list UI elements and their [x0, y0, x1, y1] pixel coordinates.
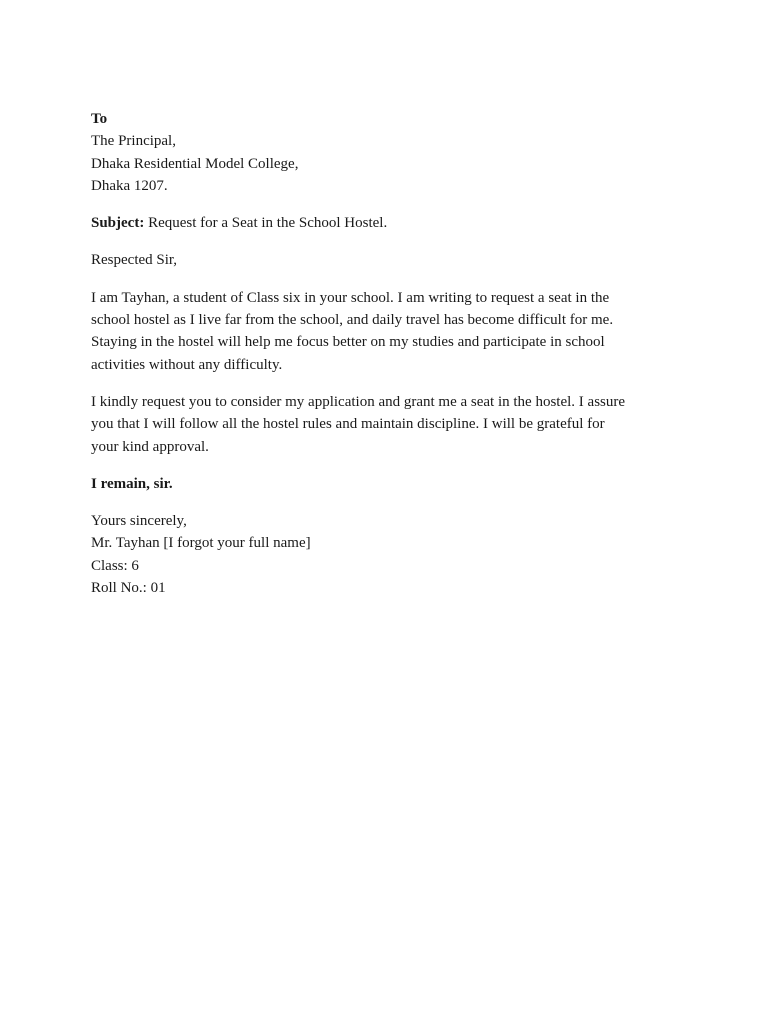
- subject-text: Request for a Seat in the School Hostel.: [144, 215, 388, 232]
- paragraph-1-line: I am Tayhan, a student of Class six in your school. I am writing to request a seat in the: [91, 289, 610, 306]
- body-paragraph-1: [91, 287, 681, 376]
- subject-line: [91, 212, 681, 234]
- sign-off: Yours sincerely,: [91, 513, 187, 530]
- paragraph-2-line: you that I will follow all the hostel rules and maintain discipline. I will be grateful for: [91, 416, 605, 433]
- recipient-address: [91, 108, 681, 197]
- body-paragraph-2: [91, 391, 681, 458]
- closing-remark: [91, 473, 681, 495]
- sender-class: Class: 6: [91, 557, 139, 574]
- paragraph-1-line: Staying in the hostel will help me focus better on my studies and participate in school: [91, 334, 605, 351]
- sender-name: Mr. Tayhan [I forgot your full name]: [91, 535, 311, 552]
- sender-roll: Roll No.: 01: [91, 580, 166, 597]
- closing-remark-text: I remain, sir.: [91, 475, 173, 492]
- letter-body: [91, 108, 681, 614]
- to-label: To: [91, 111, 108, 127]
- subject-label: Subject:: [91, 215, 145, 232]
- address-line-1: The Principal,: [91, 133, 176, 150]
- salutation: [91, 249, 681, 271]
- paragraph-2-line: your kind approval.: [91, 438, 209, 455]
- paragraph-1-line: school hostel as I live far from the school, and daily travel has become difficult for me.: [91, 312, 614, 329]
- address-line-2: Dhaka Residential Model College,: [91, 155, 299, 172]
- signature-block: [91, 510, 681, 599]
- address-line-3: Dhaka 1207.: [91, 177, 168, 194]
- paragraph-2-line: I kindly request you to consider my application and grant me a seat in the hostel. I assure: [91, 393, 626, 410]
- paragraph-1-line: activities without any difficulty.: [91, 356, 283, 373]
- salutation-text: Respected Sir,: [91, 252, 178, 269]
